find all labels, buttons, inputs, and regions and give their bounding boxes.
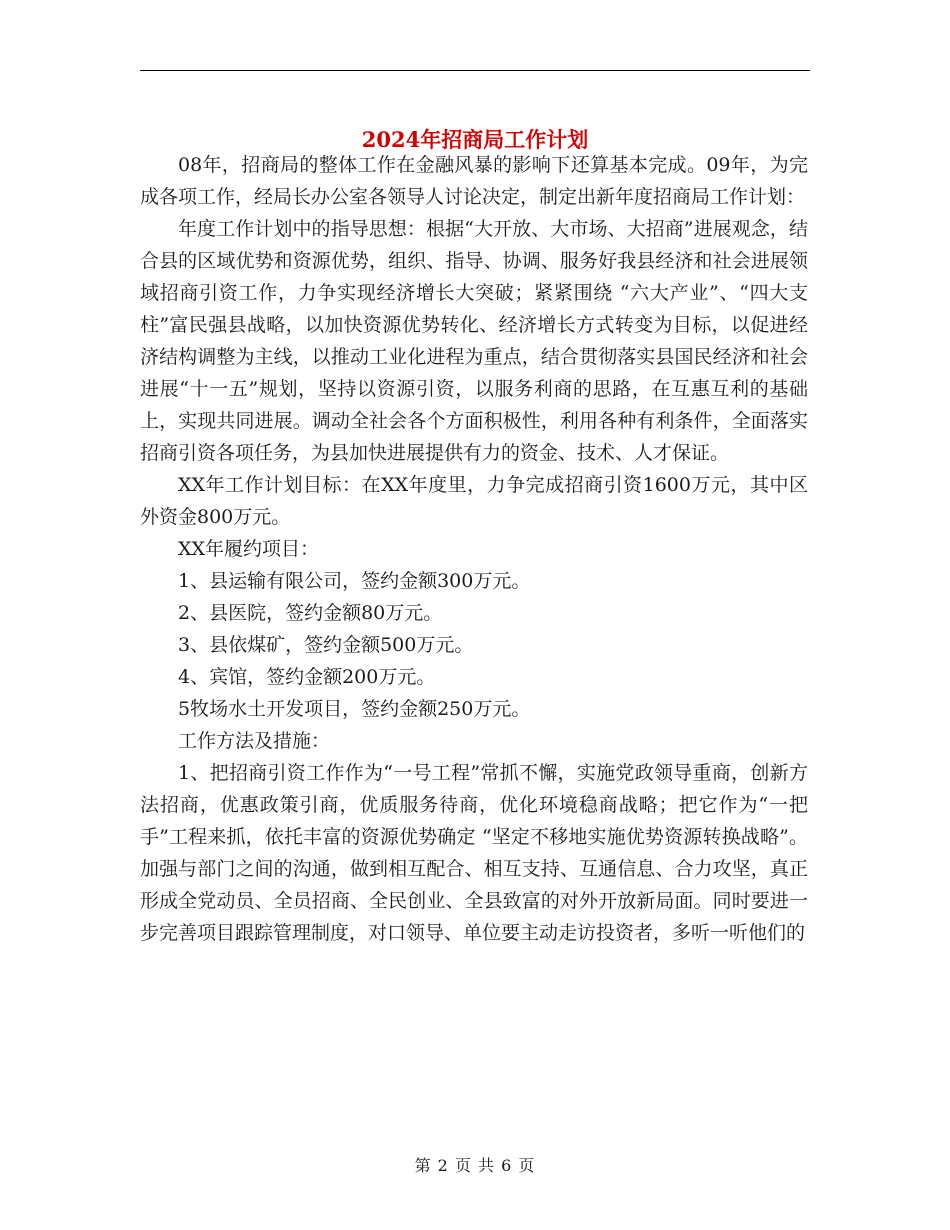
- document-body: [140, 149, 808, 949]
- list-item-project-3: 3、县依煤矿，签约金额500万元。: [178, 634, 474, 656]
- list-item-project-2: 2、县医院，签约金额80万元。: [178, 602, 443, 624]
- document-title: 2024年招商局工作计划: [361, 127, 589, 153]
- paragraph-guiding-ideology: 年度工作计划中的指导思想：根据“大开放、大市场、大招商”进展观念，结合县的区域优势和资源优势，组织、指导、协调、服务好我县经济和社会进展领域招商引资工作，力争实现经济增长大突破；紧紧围绕 “六大产业”、“四大支柱”富民强县战略，以加快资源优势转化、经济增长方式转变为目标，以促进经济结构调整为主线，以推动工业化进程为重点，结合贯彻落实县国民经济和社会进展“十一五”规划，坚持以资源引资，以服务利商的思路，在互惠互利的基础上，实现共同进展。调动全社会各个方面积极性，利用各种有利条件，全面落实招商引资各项任务，为县加快进展提供有力的资金、技术、人才保证。: [140, 218, 808, 464]
- list-item-project-4: 4、宾馆，签约金额200万元。: [178, 666, 436, 688]
- paragraph-plan-target: XX年工作计划目标：在XX年度里，力争完成招商引资1600万元，其中区外资金800万元。: [140, 474, 808, 528]
- page-number: 第 2 页 共 6 页: [414, 1156, 536, 1175]
- paragraph-method-1: 1、把招商引资工作作为“一号工程”常抓不懈，实施党政领导重商，创新方法招商，优惠政策引商，优质服务待商，优化环境稳商战略；把它作为“一把手”工程来抓，依托丰富的资源优势确定 “坚定不移地实施优势资源转换战略”。加强与部门之间的沟通，做到相互配合、相互支持、互通信息、合力攻坚，真正形成全党动员、全员招商、全民创业、全县致富的对外开放新局面。同时要进一步完善项目跟踪管理制度，对口领导、单位要主动走访投资者，多听一听他们的: [140, 762, 808, 944]
- list-item-project-1: 1、县运输有限公司，签约金额300万元。: [178, 570, 531, 592]
- list-item-project-5: 5牧场水土开发项目，签约金额250万元。: [178, 698, 531, 720]
- paragraph-projects-heading: XX年履约项目：: [178, 538, 320, 560]
- paragraph-intro: 08年，招商局的整体工作在金融风暴的影响下还算基本完成。09年，为完成各项工作，经局长办公室各领导人讨论决定，制定出新年度招商局工作计划：: [140, 154, 808, 208]
- paragraph-methods-heading: 工作方法及措施：: [178, 730, 331, 752]
- header-rule: [140, 70, 810, 71]
